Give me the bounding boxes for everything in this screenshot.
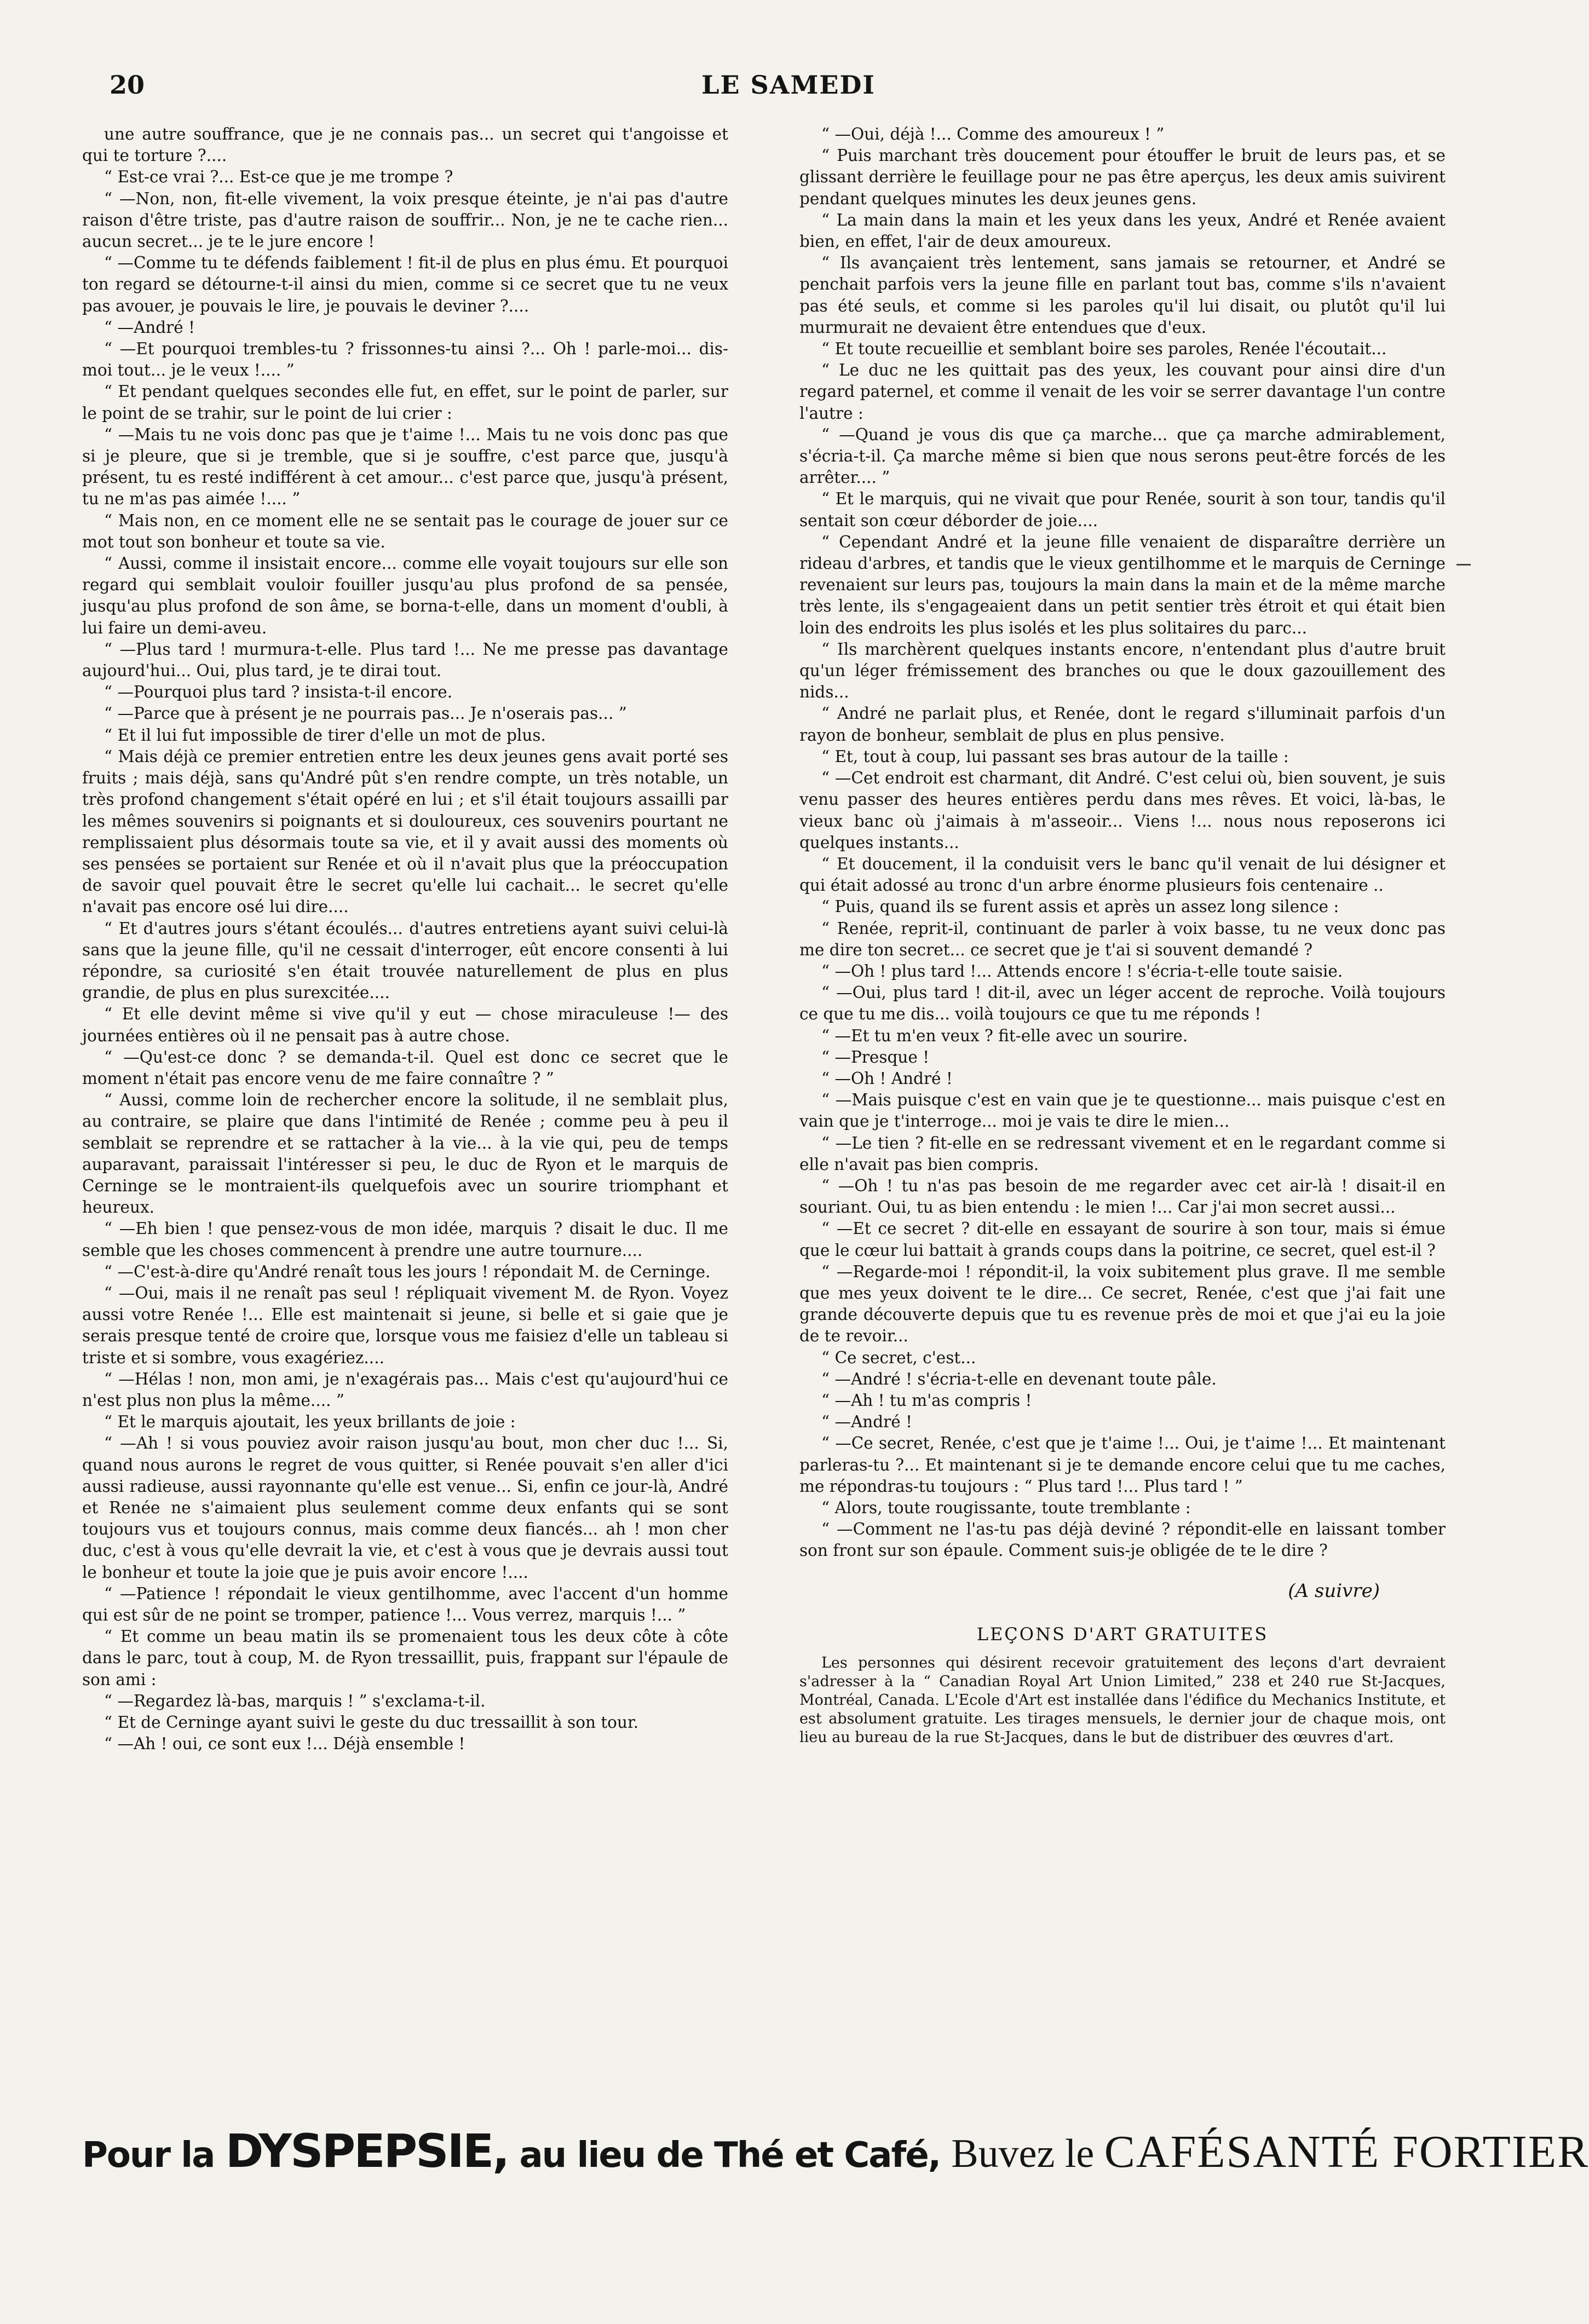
paragraph: “ —Le tien ? fit-elle en se redressant vivement et en le regardant comme si elle n'avait pas bien compris. xyxy=(799,1133,1446,1174)
advert-part-1: Pour la xyxy=(82,2135,226,2176)
paragraph: “ Et doucement, il la conduisit vers le banc qu'il venait de lui désigner et qui était adossé au tronc d'un arbre énorme plusieurs fois centenaire .. xyxy=(799,854,1446,895)
paragraph: “ Ils marchèrent quelques instants encore, n'entendant plus d'autre bruit qu'un léger frémissement des branches ou que le doux gazouillement des nids... xyxy=(799,639,1446,702)
advertisement-banner xyxy=(82,2124,1589,2184)
paragraph: “ —Cet endroit est charmant, dit André. C'est celui où, bien souvent, je suis venu passer des heures entières perdu dans mes rêves. Et voici, là-bas, le vieux banc où j'aimais à m'asseoir... Viens !... nous nous reposerons ici quelques instants... xyxy=(799,769,1446,852)
paragraph: “ —Comme tu te défends faiblement ! fit-il de plus en plus ému. Et pourquoi ton regard se détourne-t-il ainsi du mien, comme si ce secret que tu ne veux pas avouer, je pouvais le lire, je pouvais le deviner ?.... xyxy=(82,253,728,315)
margin-mark xyxy=(1456,564,1471,566)
paragraph: “ Renée, reprit-il, continuant de parler à voix basse, tu ne veux donc pas me dire ton secret... ce secret que je t'ai si souvent demandé ? xyxy=(799,919,1446,959)
paragraph: “ —André ! s'écria-t-elle en devenant toute pâle. xyxy=(821,1369,1217,1388)
paragraph: “ —Parce que à présent je ne pourrais pas... Je n'oserais pas... ” xyxy=(104,704,627,723)
paragraph: “ Et de Cerninge ayant suivi le geste du duc tressaillit à son tour. xyxy=(104,1713,639,1732)
paragraph: “ —Oh ! tu n'as pas besoin de me regarder avec cet air-là ! disait-il en souriant. Oui, tu as bien entendu : le mien !... Car j'ai mon secret aussi... xyxy=(799,1176,1446,1217)
paragraph: “ Et il lui fut impossible de tirer d'elle un mot de plus. xyxy=(104,725,546,745)
paragraph: “ —Presque ! xyxy=(821,1047,930,1066)
paragraph: “ —Ah ! oui, ce sont eux !... Déjà ensemble ! xyxy=(104,1734,465,1754)
paragraph: “ Aussi, comme loin de rechercher encore la solitude, il ne semblait plus, au contraire, se plaire que dans l'intimité de Renée ; comme peu à peu il semblait se reprendre et se rattacher à la vie... à la vie qui, peu de temps auparavant, paraissait l'intéresser si peu, le duc de Ryon et le marquis de Cerninge se le montraient-ils quelquefois avec un sourire triomphant et heureux. xyxy=(82,1091,728,1217)
paragraph: “ André ne parlait plus, et Renée, dont le regard s'illuminait parfois d'un rayon de bonheur, semblait de plus en plus pensive. xyxy=(799,704,1446,745)
paragraph: “ Et d'autres jours s'étant écoulés... d'autres entretiens ayant suivi celui-là sans que la jeune fille, qu'il ne cessait d'interroger, eût encore consenti à lui répondre, sa curiosité s'en était trouvée naturellement de plus en plus grandie, de plus en plus surexcitée.... xyxy=(82,919,728,1002)
paragraph: “ Et toute recueillie et semblant boire ses paroles, Renée l'écoutait... xyxy=(821,339,1387,359)
paragraph: “ —André ! xyxy=(104,318,195,337)
paragraph: “ —C'est-à-dire qu'André renaît tous les jours ! répondait M. de Cerninge. xyxy=(104,1262,711,1281)
paragraph: “ —Mais puisque c'est en vain que je te questionne... mais puisque c'est en vain que je t'interroge... moi je vais te dire le mien... xyxy=(799,1091,1446,1131)
paragraph: “ Mais non, en ce moment elle ne se sentait pas le courage de jouer sur ce mot tout son bonheur et toute sa vie. xyxy=(82,511,728,551)
paragraph: “ —Oui, déjà !... Comme des amoureux ! ” xyxy=(821,125,1165,143)
paragraph: “ —Regardez là-bas, marquis ! ” s'exclama-t-il. xyxy=(104,1691,486,1710)
to-be-continued: (A suivre) xyxy=(1288,1579,1380,1602)
paragraph: “ —Ah ! si vous pouviez avoir raison jusqu'au bout, mon cher duc !... Si, quand nous aurons le regret de vous quitter, si Renée pouvait s'en aller d'ici aussi radieuse, aussi rayonnante qu'elle est venue... Si, enfin ce jour-là, André et Renée ne s'aimaient plus seulement comme deux enfants qui se sont toujours vus et toujours connus, mais comme deux fiancés... ah ! mon cher duc, c'est à vous qu'elle devrait la vie, et c'est à vous que je devrais aussi tout le bonheur et toute la joie que je puis avoir encore !.... xyxy=(82,1434,728,1582)
paragraph: “ —Et ce secret ? dit-elle en essayant de sourire à son tour, mais si émue que le cœur lui battait à grands coups dans la poitrine, ce secret, quel est-il ? xyxy=(799,1219,1446,1260)
paragraph: “ Mais déjà ce premier entretien entre les deux jeunes gens avait porté ses fruits ; mais déjà, sans qu'André pût s'en rendre compte, un très notable, un très profond changement s'était opéré en lui ; et s'il était toujours assailli par les mêmes souvenirs si poignants et si douloureux, ces souvenirs pourtant ne remplissaient plus désormais toute sa vie, et il y avait aussi des moments où ses pensées se portaient sur Renée et où il n'avait plus que la préoccupation de savoir quel pouvait être le secret qu'elle lui cachait... le secret qu'elle n'avait pas encore osé lui dire.... xyxy=(82,747,728,916)
right-column-text xyxy=(799,124,1446,1562)
advert-part-4: Buvez le xyxy=(951,2131,1104,2176)
right-column xyxy=(799,124,1446,2117)
paragraph: “ —Non, non, fit-elle vivement, la voix presque éteinte, je n'ai pas d'autre raison d'être triste, pas d'autre raison de souffrir... Non, je ne te cache rien... aucun secret... je te le jure encore ! xyxy=(82,189,728,251)
paragraph: “ Et elle devint même si vive qu'il y eut — chose miraculeuse !— des journées entières où il ne pensait pas à autre chose. xyxy=(82,1005,728,1045)
page-number: 20 xyxy=(110,70,145,100)
advert-part-2: DYSPEPSIE, xyxy=(225,2124,509,2178)
paragraph: “ Le duc ne les quittait pas des yeux, les couvant pour ainsi dire d'un regard paternel, et comme il venait de les voir se serrer davantage l'un contre l'autre : xyxy=(799,361,1446,423)
paragraph: “ —Oui, plus tard ! dit-il, avec un léger accent de reproche. Voilà toujours ce que tu me dis... voilà toujours ce que tu me réponds ! xyxy=(799,983,1446,1024)
paragraph: “ —Ce secret, Renée, c'est que je t'aime !... Oui, je t'aime !... Et maintenant parleras-tu ?... Et maintenant si je te demande encore celui que tu me caches, me répondras-tu toujours : “ Plus tard !... Plus tard ! ” xyxy=(799,1434,1446,1496)
paragraph: “ —Et pourquoi trembles-tu ? frissonnes-tu ainsi ?... Oh ! parle-moi... dis-moi tout... je le veux !.... ” xyxy=(82,339,728,380)
paragraph: “ —Quand je vous dis que ça marche... que ça marche admirablement, s'écria-t-il. Ça marche même si bien que nous serons peut-être forcés de les arrêter.... ” xyxy=(799,425,1446,487)
paragraph: “ Et pendant quelques secondes elle fut, en effet, sur le point de parler, sur le point de se trahir, sur le point de lui crier : xyxy=(82,382,728,423)
left-column xyxy=(82,124,728,2117)
paragraph: “ —Eh bien ! que pensez-vous de mon idée, marquis ? disait le duc. Il me semble que les choses commencent à prendre une autre tournure.... xyxy=(82,1219,728,1260)
paragraph: “ —Qu'est-ce donc ? se demanda-t-il. Quel est donc ce secret que le moment n'était pas encore venu de me faire connaître ? ” xyxy=(82,1047,728,1088)
paragraph: “ Puis marchant très doucement pour étouffer le bruit de leurs pas, et se glissant derrière le feuillage pour ne pas être aperçus, les deux amis suivirent pendant quelques minutes les deux jeunes gens. xyxy=(799,146,1446,208)
notice-title: LEÇONS D'ART GRATUITES xyxy=(976,1623,1269,1645)
paragraph: “ Cependant André et la jeune fille venaient de disparaître derrière un rideau d'arbres, et tandis que le vieux gentilhomme et le marquis de Cerninge revenaient sur leurs pas, toujours la main dans la main et de la même marche très lente, ils s'engageaient dans un petit sentier très étroit et qui était bien loin des endroits les plus isolés et les plus solitaires du parc... xyxy=(799,532,1446,637)
paragraph: “ Et le marquis ajoutait, les yeux brillants de joie : xyxy=(104,1412,516,1432)
paragraph: “ Est-ce vrai ?... Est-ce que je me trompe ? xyxy=(104,168,453,187)
paragraph: “ —Ah ! tu m'as compris ! xyxy=(821,1391,1032,1410)
running-title: LE SAMEDI xyxy=(701,70,876,100)
advert-part-3: au lieu de Thé et Café, xyxy=(508,2135,952,2176)
paragraph: “ Et, tout à coup, lui passant ses bras autour de la taille : xyxy=(821,747,1289,766)
paragraph: “ Et le marquis, qui ne vivait que pour Renée, sourit à son tour, tandis qu'il sentait son cœur déborder de joie.... xyxy=(799,489,1446,530)
paragraph: “ Aussi, comme il insistait encore... comme elle voyait toujours sur elle son regard qui semblait vouloir fouiller jusqu'au plus profond de sa pensée, jusqu'au plus profond de son âme, se borna-t-elle, dans un moment d'oubli, à lui faire un demi-aveu. xyxy=(82,554,728,637)
paragraph: “ —Hélas ! non, mon ami, je n'exagérais pas... Mais c'est qu'aujourd'hui ce n'est plus non plus la même.... ” xyxy=(82,1369,728,1410)
paragraph: “ —Oui, mais il ne renaît pas seul ! répliquait vivement M. de Ryon. Voyez aussi votre Renée !... Elle est maintenait si jeune, si belle et si gaie que je serais presque tenté de croire que, lorsque vous me faisiez d'elle un tableau si triste et si sombre, vous exagériez.... xyxy=(82,1283,728,1367)
paragraph: “ —Pourquoi plus tard ? insista-t-il encore. xyxy=(104,683,453,702)
advert-part-5: CAFÉSANTÉ FORTIER xyxy=(1104,2126,1589,2177)
paragraph: “ —Patience ! répondait le vieux gentilhomme, avec l'accent d'un homme qui est sûr de ne point se tromper, patience !... Vous verrez, marquis !... ” xyxy=(82,1584,728,1625)
notice-box xyxy=(799,1624,1446,1747)
paragraph: “ —Plus tard ! murmura-t-elle. Plus tard !... Ne me presse pas davantage aujourd'hui... Oui, plus tard, je te dirai tout. xyxy=(82,639,728,681)
paragraph: “ —Et tu m'en veux ? fit-elle avec un sourire. xyxy=(821,1026,1188,1045)
paragraph: “ —Oh ! plus tard !... Attends encore ! s'écria-t-elle toute saisie. xyxy=(821,961,1343,981)
paragraph: “ Ils avançaient très lentement, sans jamais se retourner, et André se penchait parfois vers la jeune fille en parlant tout bas, comme s'ils n'avaient pas été seuls, et comme si les paroles qu'il lui disait, ou plutôt qu'il lui murmurait ne devaient être entendues que d'eux. xyxy=(799,253,1446,337)
paragraph: “ —Regarde-moi ! répondit-il, la voix subitement plus grave. Il me semble que mes yeux doivent te le dire... Ce secret, Renée, c'est que j'ai fait une grande découverte depuis que tu es revenue près de moi et que j'ai eu la joie de te revoir... xyxy=(799,1262,1446,1346)
paragraph: “ Puis, quand ils se furent assis et après un assez long silence : xyxy=(821,897,1339,916)
paragraph: “ La main dans la main et les yeux dans les yeux, André et Renée avaient bien, en effet, l'air de deux amoureux. xyxy=(799,210,1446,251)
paragraph: une autre souffrance, que je ne connais pas... un secret qui t'angoisse et qui te torture ?.... xyxy=(82,125,728,165)
paragraph: “ Et comme un beau matin ils se promenaient tous les deux côte à côte dans le parc, tout à coup, M. de Ryon tressaillit, puis, frappant sur l'épaule de son ami : xyxy=(82,1627,728,1689)
page-header xyxy=(110,70,1467,108)
paragraph: “ —Comment ne l'as-tu pas déjà deviné ? répondit-elle en laissant tomber son front sur son épaule. Comment suis-je obligée de te le dire ? xyxy=(799,1520,1446,1560)
paragraph: “ Ce secret, c'est... xyxy=(821,1348,976,1367)
paragraph: “ Alors, toute rougissante, toute tremblante : xyxy=(821,1498,1191,1517)
paragraph: “ —Mais tu ne vois donc pas que je t'aime !... Mais tu ne vois donc pas que si je pleure, que si je tremble, que si je souffre, c'est parce que, jusqu'à présent, tu es resté indifférent à cet amour... c'est parce que, jusqu'à présent, tu ne m'as pas aimée !.... ” xyxy=(82,425,728,509)
notice-body: Les personnes qui désirent recevoir gratuitement des leçons d'art devraient s'adresser à la “ Canadian Royal Art Union Limited,” 238 et 240 rue St-Jacques, Montréal, Canada. L'Ecole d'Art est installée dans l'édifice du Mechanics Institute, et est absolument gratuite. Les tirages mensuels, le dernier jour de chaque mois, ont lieu au bureau de la rue St-Jacques, dans le but de distribuer des œuvres d'art. xyxy=(799,1654,1446,1746)
paragraph: “ —Oh ! André ! xyxy=(821,1069,953,1088)
paragraph: “ —André ! xyxy=(821,1412,912,1432)
